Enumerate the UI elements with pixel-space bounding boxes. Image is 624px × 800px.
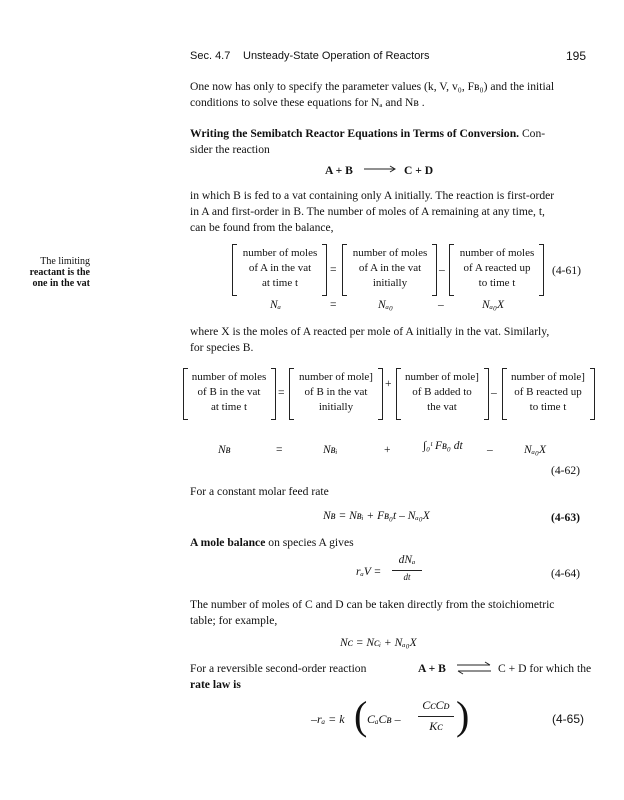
para5-bold: A mole balance: [190, 536, 266, 549]
box-line: number of moles: [459, 247, 535, 259]
sym-na0: Nₐ₀: [378, 299, 394, 311]
box-line: of A reacted up: [463, 262, 531, 274]
bracket-right: [484, 368, 489, 420]
bracket-right: [322, 244, 327, 296]
sym-nb: Nʙ: [218, 444, 231, 456]
eq-number-4-62: (4-62): [551, 464, 580, 477]
para3-line-2: for species B.: [190, 341, 254, 354]
margin-note-line-2: reactant is the: [29, 267, 90, 278]
eq-nc: Nᴄ = Nᴄᵢ + Nₐ₀X: [340, 637, 417, 649]
bracket-right: [432, 244, 437, 296]
section-heading: [190, 126, 545, 142]
para6-line-1: The number of moles of C and D can be taken directly from the stoichiometric: [190, 598, 555, 611]
running-title: Unsteady-State Operation of Reactors: [243, 50, 430, 62]
box-line: at time t: [261, 277, 299, 289]
para3-line-1: where X is the moles of A reacted per mole of A initially in the vat. Similarly,: [190, 325, 550, 338]
section-label: Sec. 4.7: [190, 50, 231, 62]
para5-rest: on species A gives: [268, 536, 354, 549]
box-line: at time t: [210, 401, 248, 413]
section-heading-rest: Con-: [521, 127, 546, 140]
balance-a-box-1: [238, 246, 322, 291]
box-line: initially: [318, 401, 354, 413]
para4-line-1: For a constant molar feed rate: [190, 485, 329, 498]
balance-a-op-1: =: [330, 263, 337, 276]
sym-minus: –: [438, 299, 444, 311]
fraction-bar: [392, 570, 422, 571]
paren-left: (: [354, 693, 368, 738]
balance-b-op-3: –: [491, 386, 497, 399]
eq-4-65-lhs: –rₐ = k: [311, 712, 345, 726]
para7-line-2: rate law is: [190, 678, 241, 691]
balance-b-op-2: +: [385, 377, 392, 390]
balance-b-box-1: [187, 370, 271, 415]
bracket-left: [449, 244, 454, 296]
sym-na: Nₐ: [270, 299, 282, 311]
sym-minus: –: [487, 444, 493, 456]
box-line: of B in the vat: [304, 386, 368, 398]
eq-4-65-num: CᴄCᴅ: [422, 698, 450, 712]
page-number: 195: [566, 49, 587, 63]
eq-4-65-den: Kᴄ: [429, 719, 443, 733]
sym-plus: +: [384, 444, 391, 456]
paren-right: ): [456, 693, 470, 738]
fraction-bar: [418, 716, 454, 717]
para5: [190, 535, 354, 551]
reaction-arrow-icon: [362, 164, 398, 174]
balance-b-box-2: [294, 370, 378, 415]
box-line: number of moles: [191, 371, 267, 383]
sym-nbi: Nʙᵢ: [323, 444, 338, 456]
box-line: initially: [372, 277, 408, 289]
margin-note-line-3: one in the vat: [32, 278, 90, 289]
bracket-right: [539, 244, 544, 296]
balance-b-box-4: [506, 370, 590, 415]
bracket-right: [590, 368, 595, 420]
box-line: of B in the vat: [197, 386, 261, 398]
box-line: of A in the vat: [358, 262, 422, 274]
box-line: number of moles: [352, 247, 428, 259]
box-line: to time t: [478, 277, 516, 289]
reaction-rhs: C + D: [404, 164, 434, 177]
para7-line-1b: C + D for which the: [498, 662, 592, 675]
eq-4-63: Nʙ = Nʙᵢ + Fʙ₀t – Nₐ₀X: [323, 510, 430, 522]
margin-note: [0, 256, 90, 289]
box-line: number of mole]: [405, 371, 479, 383]
margin-note-line-1: The limiting: [40, 256, 90, 267]
box-line: of B added to: [412, 386, 472, 398]
para7-line-1a: For a reversible second-order reaction: [190, 662, 367, 675]
balance-b-box-3: [400, 370, 484, 415]
eq-number-4-64: (4-64): [551, 567, 580, 580]
sym-na0x: Nₐ₀X: [482, 299, 505, 311]
eq-4-64-num: dNₐ: [398, 554, 416, 566]
sym-na0x: Nₐ₀X: [524, 444, 547, 456]
eq-number-4-61: (4-61): [552, 264, 581, 277]
eq-number-4-63: (4-63): [551, 511, 580, 524]
balance-b-op-1: =: [278, 386, 285, 399]
para6-line-2: table; for example,: [190, 614, 278, 627]
equilibrium-arrow-icon: [455, 661, 493, 675]
para7-reaction: A + B: [418, 662, 446, 675]
box-line: number of moles: [242, 247, 318, 259]
box-line: the vat: [427, 401, 457, 413]
box-line: number of mole]: [511, 371, 585, 383]
para2-line-3: can be found from the balance,: [190, 221, 334, 234]
bracket-left: [342, 244, 347, 296]
para2-line-2: in A and first-order in B. The number of moles of A remaining at any time, t,: [190, 205, 545, 218]
sym-eq: =: [276, 444, 283, 456]
intro-line-2: conditions to solve these equations for Nₐ and Nʙ .: [190, 96, 425, 109]
intro-line-1: One now has only to specify the parameter values (k, V, v₀, Fʙ₀) and the initial: [190, 80, 555, 93]
balance-a-box-3: [455, 246, 539, 291]
para2-line-1: in which B is fed to a vat containing only A initially. The reaction is first-order: [190, 189, 555, 202]
box-line: to time t: [529, 401, 567, 413]
balance-a-op-2: –: [439, 263, 445, 276]
bracket-left: [232, 244, 237, 296]
section-heading-title: Writing the Semibatch Reactor Equations in Terms of Conversion.: [190, 127, 520, 140]
sym-integral: ∫₀ᵗ Fʙ₀ dt: [423, 440, 463, 452]
section-heading-line-2: sider the reaction: [190, 143, 270, 156]
bracket-right: [378, 368, 383, 420]
eq-number-4-65: (4-65): [552, 712, 585, 726]
balance-a-box-2: [348, 246, 432, 291]
box-line: of A in the vat: [248, 262, 312, 274]
eq-4-64-lhs: rₐV =: [356, 566, 382, 578]
sym-eq: =: [330, 299, 337, 311]
box-line: number of mole]: [299, 371, 373, 383]
eq-4-64-den: dt: [403, 572, 411, 582]
bracket-right: [271, 368, 276, 420]
reaction-lhs: A + B: [325, 164, 353, 177]
eq-4-65-term1: CₐCʙ –: [367, 712, 401, 726]
box-line: of B reacted up: [514, 386, 582, 398]
